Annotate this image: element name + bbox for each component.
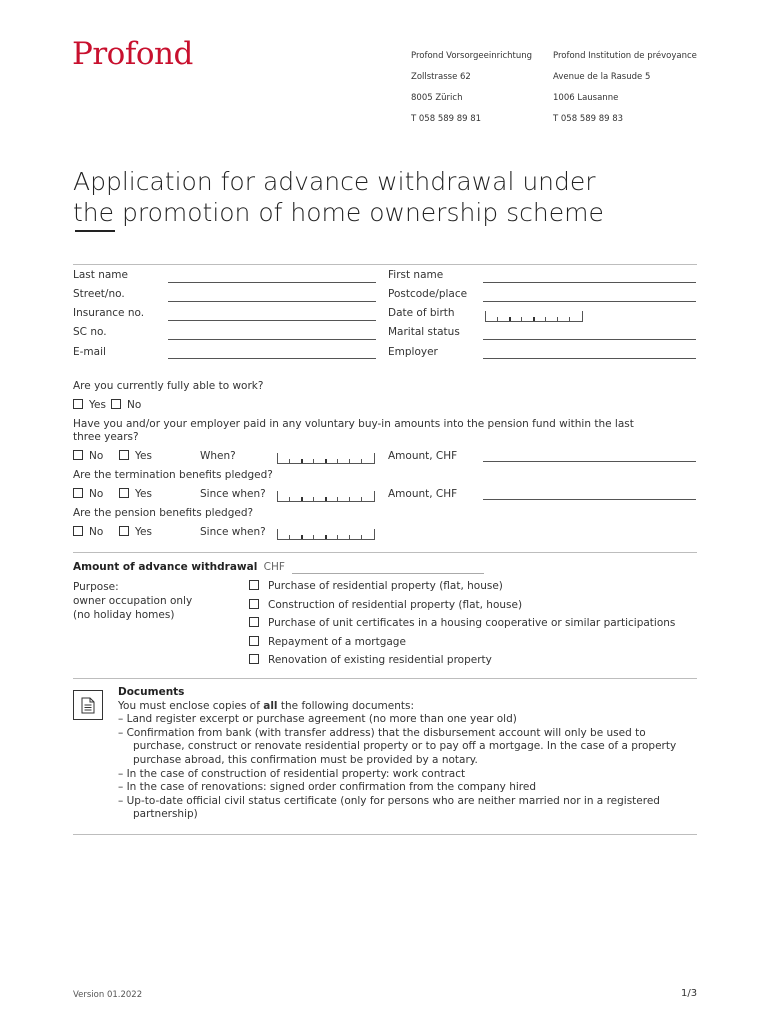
checkbox[interactable] (119, 488, 129, 498)
address-de (411, 40, 532, 135)
document-item: – Confirmation from bank (with transfer address) that the disbursement account will only be used to purchase, construct or renovate residential property or to pay off a mortgage. In the case of a property purchase abroad, this confirmation must be provided by a notary. (118, 726, 677, 766)
document-item: – In the case of renovations: signed order confirmation from the company hired (118, 781, 536, 794)
question-buy-in (73, 418, 693, 444)
q1-yes-label: Yes (89, 399, 106, 411)
q4-yes-option[interactable] (119, 526, 152, 538)
sc-field[interactable] (168, 339, 376, 340)
q3-yes-label: Yes (135, 488, 152, 500)
postcode-label: Postcode/place (388, 288, 468, 300)
documents-section (118, 686, 698, 822)
q4-no-label: No (89, 526, 104, 538)
q4-no-option[interactable] (73, 526, 103, 538)
q3-yes-option[interactable] (119, 488, 152, 500)
last-name-field[interactable] (168, 282, 376, 283)
employer-field[interactable] (483, 358, 696, 359)
last-name-label: Last name (73, 269, 128, 281)
purpose-option-label: Construction of residential property (flat, house) (268, 599, 523, 611)
withdrawal-amount-label (73, 561, 285, 573)
purpose-option-label: Repayment of a mortgage (268, 636, 406, 648)
purpose-option[interactable] (249, 654, 492, 666)
checkbox[interactable] (119, 526, 129, 536)
email-label: E-mail (73, 346, 106, 358)
intro-text: the following documents: (277, 699, 414, 712)
checkbox[interactable] (73, 450, 83, 460)
q2-yes-option[interactable] (119, 450, 152, 462)
checkbox[interactable] (73, 526, 83, 536)
q3-since-label: Since when? (200, 488, 266, 500)
checkbox[interactable] (249, 599, 259, 609)
q2-line: three years? (73, 431, 139, 443)
checkbox[interactable] (73, 399, 83, 409)
q2-when-label: When? (200, 450, 236, 462)
document-item: – Up-to-date official civil status certificate (only for persons who are neither married nor in a registered partnership) (118, 794, 660, 821)
dob-field[interactable] (485, 311, 583, 322)
checkbox[interactable] (249, 654, 259, 664)
address-fr-line: Avenue de la Rasude 5 (553, 71, 651, 82)
q2-no-option[interactable] (73, 450, 103, 462)
q3-amount-field[interactable] (483, 499, 696, 500)
dob-label: Date of birth (388, 307, 455, 319)
q2-yes-label: Yes (135, 450, 152, 462)
q4-since-label: Since when? (200, 526, 266, 538)
document-item: – Land register excerpt or purchase agreement (no more than one year old) (118, 713, 517, 726)
purpose-option-label: Purchase of unit certificates in a housing cooperative or similar participations (268, 617, 676, 629)
q4-yes-label: Yes (135, 526, 152, 538)
purpose-option-label: Purchase of residential property (flat, house) (268, 580, 503, 592)
q4-date-field[interactable] (277, 529, 375, 540)
marital-label: Marital status (388, 326, 460, 338)
withdrawal-label-text: Amount of advance withdrawal (73, 561, 258, 573)
documents-intro (118, 700, 698, 714)
title-line: the promotion of home ownership scheme (73, 198, 604, 227)
question-able-to-work: Are you currently fully able to work? (73, 380, 264, 392)
checkbox[interactable] (119, 450, 129, 460)
document-item: – In the case of construction of residential property: work contract (118, 767, 466, 780)
q1-no-label: No (127, 399, 142, 411)
address-fr-line: T 058 589 89 83 (553, 113, 624, 124)
email-field[interactable] (168, 358, 376, 359)
intro-text: You must enclose copies of (118, 699, 264, 712)
q1-yes-option[interactable] (73, 399, 106, 411)
purpose-option[interactable] (249, 617, 675, 629)
first-name-label: First name (388, 269, 444, 281)
purpose-option-label: Renovation of existing residential property (268, 654, 492, 666)
question-termination-pledged: Are the termination benefits pledged? (73, 469, 273, 481)
divider (73, 552, 697, 553)
divider (73, 264, 697, 265)
profond-logo: Profond (72, 36, 193, 72)
address-de-line: T 058 589 89 81 (411, 113, 482, 124)
q3-no-option[interactable] (73, 488, 103, 500)
withdrawal-currency: CHF (263, 561, 285, 573)
version-label: Version 01.2022 (73, 990, 143, 1000)
purpose-line: Purpose: (73, 581, 119, 593)
checkbox[interactable] (249, 636, 259, 646)
purpose-line: (no holiday homes) (73, 609, 175, 621)
documents-heading: Documents (118, 686, 185, 698)
q3-date-field[interactable] (277, 491, 375, 502)
street-label: Street/no. (73, 288, 125, 300)
sc-label: SC no. (73, 326, 107, 338)
purpose-option[interactable] (249, 580, 503, 592)
checkbox[interactable] (73, 488, 83, 498)
page-title (73, 166, 713, 228)
first-name-field[interactable] (483, 282, 696, 283)
address-fr-line: Profond Institution de prévoyance (553, 50, 697, 61)
divider (73, 678, 697, 679)
purpose-label (73, 580, 192, 622)
title-underline (75, 230, 115, 232)
postcode-field[interactable] (483, 301, 696, 302)
q2-date-field[interactable] (277, 453, 375, 464)
page-number: 1/3 (681, 988, 698, 999)
street-field[interactable] (168, 301, 376, 302)
q3-no-label: No (89, 488, 104, 500)
intro-bold: all (263, 699, 278, 712)
question-pension-pledged: Are the pension benefits pledged? (73, 507, 254, 519)
checkbox[interactable] (111, 399, 121, 409)
withdrawal-amount-field[interactable] (292, 573, 484, 574)
q2-line: Have you and/or your employer paid in any voluntary buy-in amounts into the pension fund within the last (73, 418, 634, 430)
insurance-label: Insurance no. (73, 307, 145, 319)
q3-amount-label: Amount, CHF (388, 488, 458, 500)
purpose-line: owner occupation only (73, 595, 193, 607)
document-icon (73, 690, 103, 720)
checkbox[interactable] (249, 580, 259, 590)
title-line: Application for advance withdrawal under (73, 167, 596, 196)
q2-amount-label: Amount, CHF (388, 450, 458, 462)
address-de-line: Profond Vorsorgeeinrichtung (411, 50, 533, 61)
address-fr-line: 1006 Lausanne (553, 92, 619, 103)
q2-amount-field[interactable] (483, 461, 696, 462)
insurance-field[interactable] (168, 320, 376, 321)
marital-field[interactable] (483, 339, 696, 340)
employer-label: Employer (388, 346, 438, 358)
address-de-line: 8005 Zürich (411, 92, 463, 103)
divider (73, 834, 697, 835)
address-de-line: Zollstrasse 62 (411, 71, 471, 82)
purpose-option[interactable] (249, 599, 522, 611)
address-fr (553, 40, 697, 135)
checkbox[interactable] (249, 617, 259, 627)
q2-no-label: No (89, 450, 104, 462)
q1-no-option[interactable] (111, 399, 141, 411)
purpose-option[interactable] (249, 636, 406, 648)
